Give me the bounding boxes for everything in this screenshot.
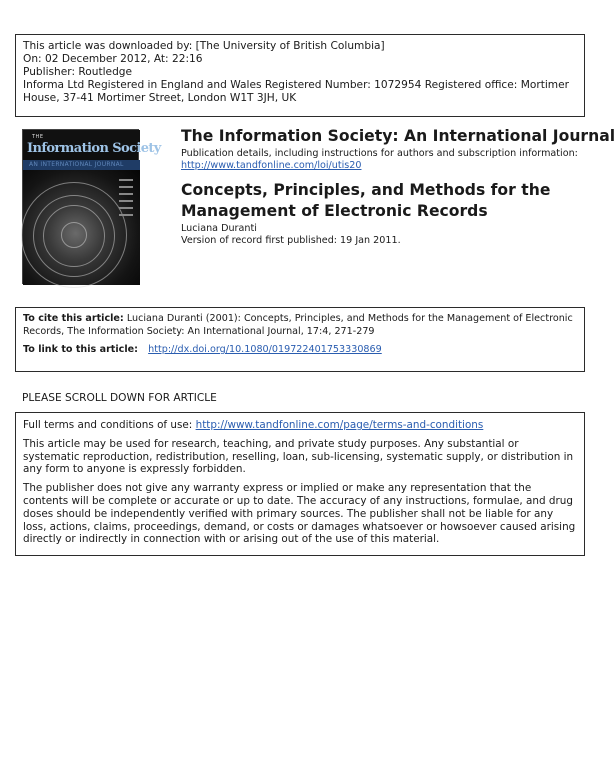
terms-lead: Full terms and conditions of use: (23, 419, 193, 431)
terms-lead-paragraph (23, 419, 577, 432)
cover-subtitle: AN INTERNATIONAL JOURNAL (29, 161, 124, 168)
cite-line-1: Luciana Duranti (2001): Concepts, Principles, and Methods for the Management of Electronic (126, 313, 573, 324)
download-date: On: 02 December 2012, At: 22:16 (23, 53, 203, 65)
cite-line-2: Records, The Information Society: An International Journal, 17:4, 271-279 (23, 325, 375, 337)
terms-paragraph-usage: This article may be used for research, teaching, and private study purposes. Any substantial or systematic reproduction, redistribution, reselling, loan, sub-licensing, systematic supply, or distribution in any form to anyone is expressly forbidden. (23, 437, 574, 476)
journal-cover-image (22, 129, 161, 284)
registration-line: Informa Ltd Registered in England and Wales Registered Number: 1072954 Registered office: Mortimer (23, 79, 569, 91)
article-title: Concepts, Principles, and Methods for the Management of Electronic Records (181, 181, 551, 220)
doi-row (23, 344, 577, 357)
cover-title: Information Society (27, 141, 161, 156)
terms-link[interactable]: http://www.tandfonline.com/page/terms-and-conditions (195, 419, 484, 431)
cite-label: To cite this article: (23, 313, 124, 324)
doi-link[interactable]: http://dx.doi.org/10.1080/019722401753330869 (148, 344, 382, 355)
publisher: Publisher: Routledge (23, 66, 133, 78)
journal-link[interactable]: http://www.tandfonline.com/loi/utis20 (181, 160, 362, 171)
citation-box (15, 307, 585, 372)
registered-address: House, 37-41 Mortimer Street, London W1T 3JH, UK (23, 92, 297, 104)
link-label: To link to this article: (23, 344, 138, 355)
journal-title: The Information Society: An International Journal (181, 127, 615, 145)
publication-details: Publication details, including instructions for authors and subscription information: (181, 148, 578, 159)
terms-paragraph-disclaimer: The publisher does not give any warranty express or implied or make any representation that the contents will be complete or accurate or up to date. The accuracy of any instructions, formulae, and drug doses should be independently verified with primary sources. The publisher shall not be liable for any loss, actions, claims, proceedings, demand, or costs or damages whatsoever or howsoever caused arising directly or indirectly in connection with or arising out of the use of this material. (23, 482, 576, 546)
download-source: This article was downloaded by: [The University of British Columbia] (23, 40, 385, 52)
terms-box (15, 412, 585, 556)
scroll-note: PLEASE SCROLL DOWN FOR ARTICLE (22, 392, 217, 404)
cover-side-text (119, 174, 133, 234)
article-author: Luciana Duranti (181, 223, 257, 234)
download-notice-box (15, 34, 585, 117)
version-of-record: Version of record first published: 19 Jan 2011. (181, 235, 401, 246)
cover-the: THE (32, 134, 44, 140)
cite-text (23, 313, 577, 326)
